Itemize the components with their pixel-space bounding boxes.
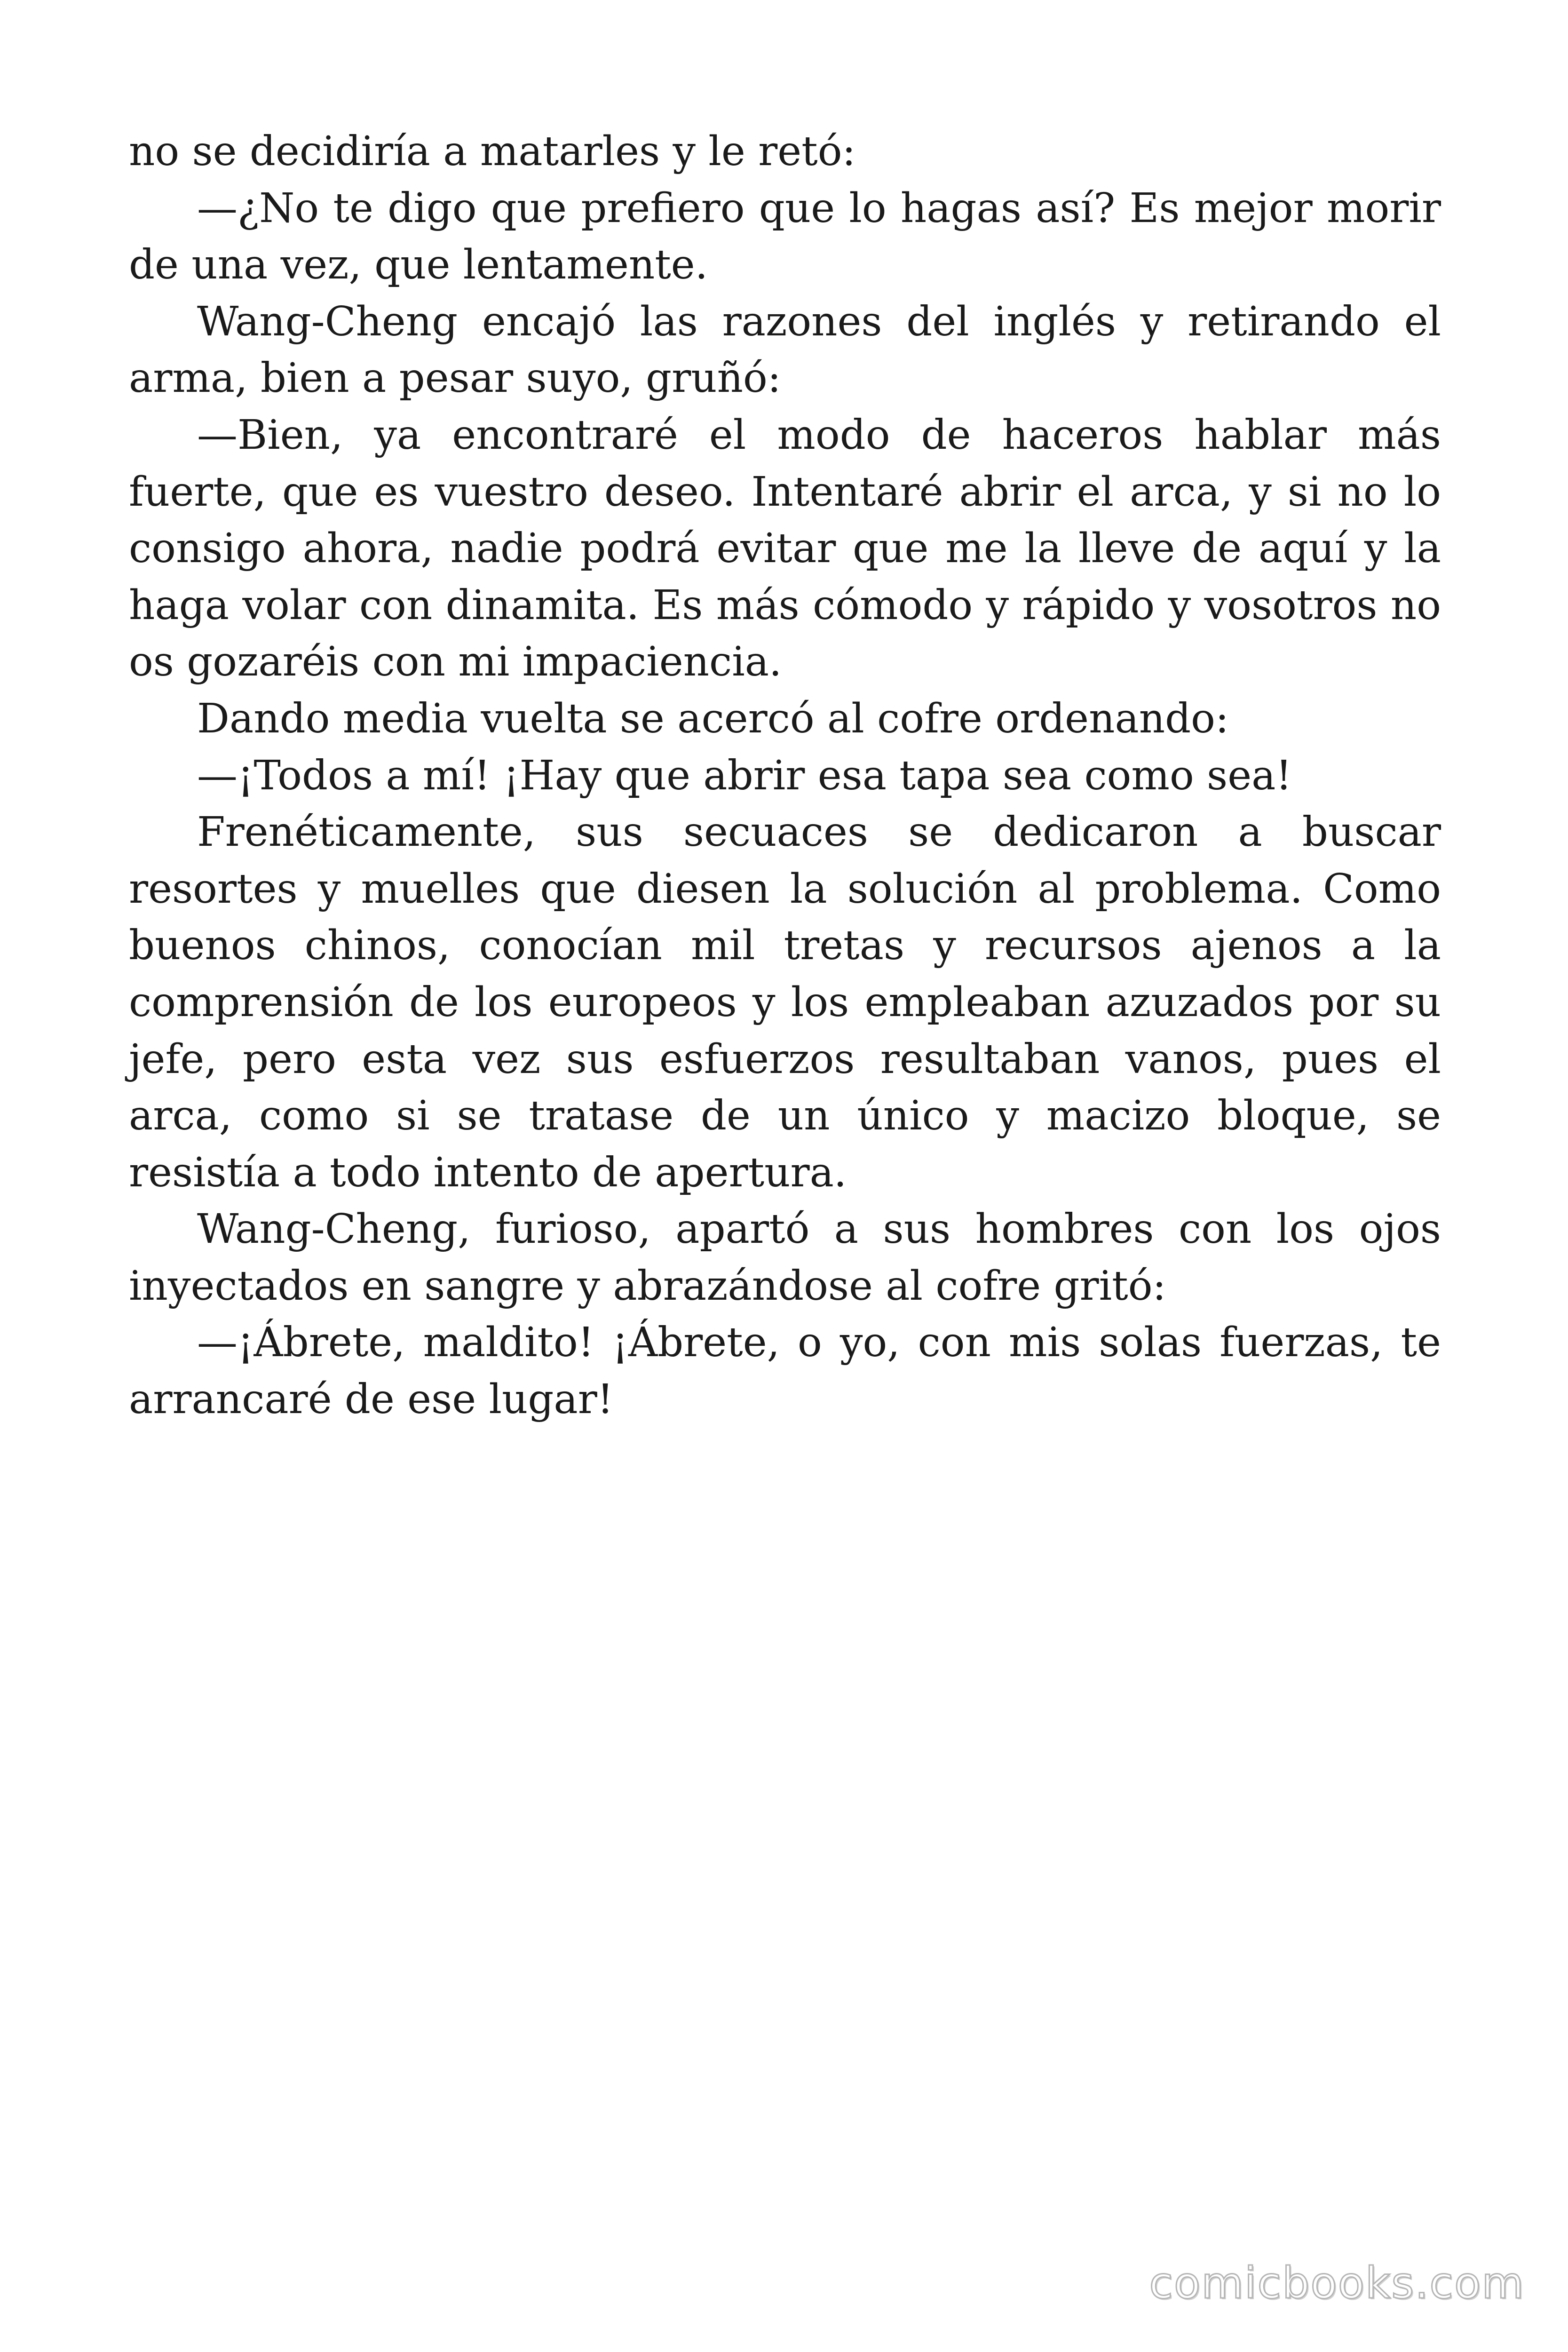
paragraph-6: —¡Todos a mí! ¡Hay que abrir esa tapa sea como sea! — [197, 752, 1292, 799]
watermark-logo: comicbooks.com — [1149, 2258, 1525, 2308]
paragraph-9: —¡Ábrete, maldito! ¡Ábrete, o yo, con mis solas fuerzas, te arrancaré de ese lugar! — [129, 1319, 1441, 1423]
paragraph-1: no se decidiría a matarles y le retó: — [129, 128, 856, 175]
paragraph-5: Dando media vuelta se acercó al cofre ordenando: — [197, 695, 1229, 742]
paragraph-4: —Bien, ya encontraré el modo de haceros hablar más fuerte, que es vuestro deseo. Intentaré abrir el arca, y si no lo consigo ahora, nadie podrá evitar que me la lleve de aquí y la haga volar con dinamita. Es más cómodo y rápido y vosotros no os gozaréis con mi impaciencia. — [129, 411, 1441, 686]
paragraph-3: Wang-Cheng encajó las razones del inglés y retirando el arma, bien a pesar suyo, gruñó: — [129, 298, 1441, 402]
paragraph-8: Wang-Cheng, furioso, apartó a sus hombres con los ojos inyectados en sangre y abrazándose al cofre gritó: — [129, 1206, 1441, 1310]
paragraph-7: Frenéticamente, sus secuaces se dedicaron a buscar resortes y muelles que diesen la solución al problema. Como buenos chinos, conocían mil tretas y recursos ajenos a la comprensión de los europeos y los empleaban azuzados por su jefe, pero esta vez sus esfuerzos resultaban vanos, pues el arca, como si se tratase de un único y macizo bloque, se resistía a todo intento de apertura. — [129, 809, 1441, 1196]
page-body — [129, 123, 1441, 1428]
paragraph-2: —¿No te digo que prefiero que lo hagas así? Es mejor morir de una vez, que lentamente. — [129, 184, 1441, 289]
